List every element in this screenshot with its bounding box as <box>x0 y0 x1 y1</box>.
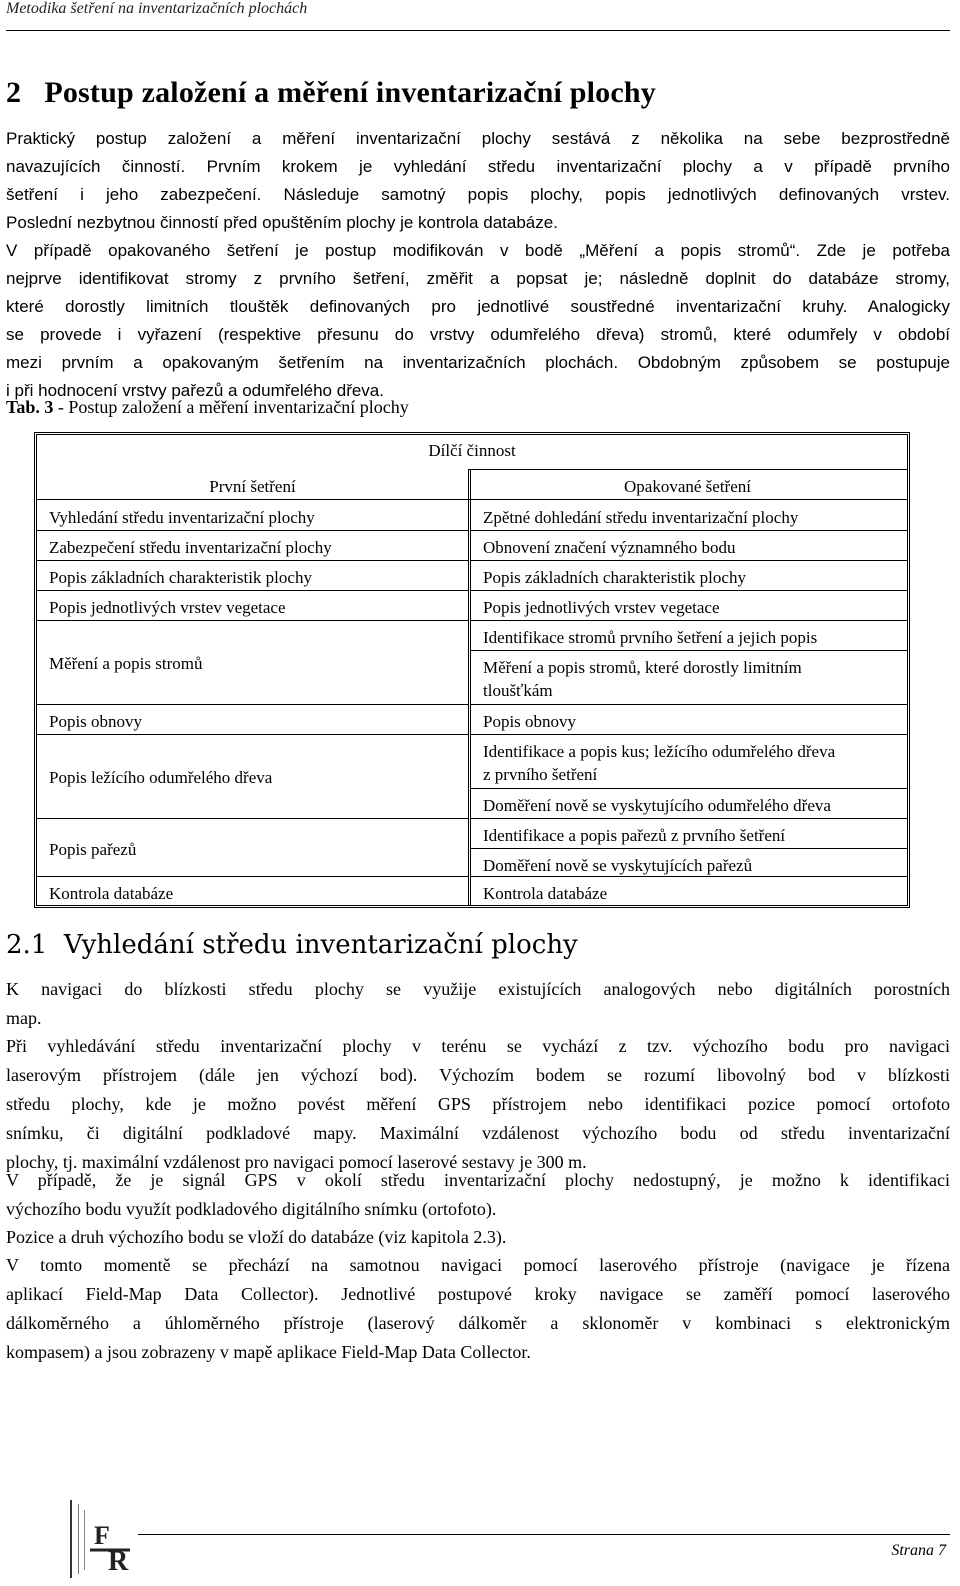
table-cell-repeat <box>471 740 907 786</box>
table-cell-repeat: Popis obnovy <box>483 712 577 731</box>
divider <box>37 818 468 819</box>
chapter-heading <box>6 76 656 110</box>
text-line: laserovým přístrojem (dále jen výchozí bod). Výchozím bodem se rozumí libovolný bod v blízkosti <box>6 1065 950 1085</box>
divider <box>37 560 468 561</box>
text-line: V případě, že je signál GPS v okolí středu inventarizační plochy nedostupný, je možno k identifikaci <box>6 1170 950 1190</box>
divider <box>37 876 468 877</box>
divider <box>471 734 907 735</box>
table-cell-first: Popis obnovy <box>49 712 143 731</box>
divider <box>471 560 907 561</box>
divider <box>471 848 907 849</box>
table-header-first: První šetření <box>209 477 296 496</box>
page-header <box>6 0 950 31</box>
section-number: 2.1 <box>6 930 48 960</box>
divider <box>471 818 907 819</box>
section-title: Vyhledání středu inventarizační plochy <box>63 930 578 960</box>
table-cell-first: Kontrola databáze <box>49 884 174 903</box>
table-cell-repeat: Identifikace a popis pařezů z prvního šetření <box>483 826 786 845</box>
text-line: K navigaci do blízkosti středu plochy se využije existujících analogových nebo digitálních porostních <box>6 979 950 999</box>
section-paragraph <box>6 1223 950 1252</box>
section-paragraph <box>6 975 950 1033</box>
text-line: které dorostly limitních tlouštěk definovaných pro jednotlivé soustředné inventarizační kruhy. Analogicky <box>6 297 950 316</box>
cell-line: Identifikace a popis kus; ležícího odumřelého dřeva <box>483 742 836 761</box>
chapter-title: Postup založení a měření inventarizační plochy <box>44 76 656 109</box>
table-cell-first: Popis jednotlivých vrstev vegetace <box>49 598 286 617</box>
header-title: Metodika šetření na inventarizačních plochách <box>6 0 308 17</box>
table-caption <box>6 397 409 418</box>
table-caption-label: Tab. 3 <box>6 397 54 417</box>
text-line: mezi prvním a opakovaným šetřením na inventarizačních plochách. Obdobným způsobem se postupuje <box>6 353 950 372</box>
divider <box>468 469 907 470</box>
table-header-main: Dílčí činnost <box>428 441 516 460</box>
svg-text:F: F <box>94 1521 110 1550</box>
text-line: Při vyhledávání středu inventarizační plochy v terénu se vychází z tzv. výchozího bodu pro navigaci <box>6 1036 950 1056</box>
text-line: V tomto momentě se přechází na samotnou navigaci pomocí laserového přístroje (navigace je řízena <box>6 1255 950 1275</box>
text-line: plochy, tj. maximální vzdálenost pro navigaci pomocí laserové sestavy je 300 m. <box>6 1152 587 1172</box>
table-cell-repeat: Kontrola databáze <box>483 884 608 903</box>
section-paragraph <box>6 1166 950 1224</box>
text-line: snímku, či digitální podkladové mapy. Maximální vzdálenost výchozího bodu od středu inventarizační <box>6 1123 950 1143</box>
divider <box>37 734 468 735</box>
table-cell-repeat: Popis jednotlivých vrstev vegetace <box>483 598 720 617</box>
chapter-number: 2 <box>6 76 22 109</box>
text-line: Praktický postup založení a měření inventarizační plochy sestává z několika na sebe bezprostředně <box>6 129 950 148</box>
divider <box>37 620 468 621</box>
divider <box>37 499 907 500</box>
divider <box>471 704 907 705</box>
text-line: i při hodnocení vrstvy pařezů a odumřelého dřeva. <box>6 381 384 400</box>
table-cell-repeat <box>471 656 907 702</box>
section-paragraph <box>6 1251 950 1367</box>
table-cell-repeat: Obnovení značení významného bodu <box>483 538 736 557</box>
cell-line: tloušťkám <box>483 681 553 700</box>
cell-line: Měření a popis stromů, které dorostly limitním <box>483 658 802 677</box>
section-heading <box>6 930 578 960</box>
table-cell-first: Popis ležícího odumřelého dřeva <box>49 768 273 787</box>
cell-line: z prvního šetření <box>483 765 598 784</box>
text-line: šetření i jeho zabezpečení. Následuje samotný popis plochy, popis jednotlivých definovaných vrstev. <box>6 185 950 204</box>
table-cell-first: Zabezpečení středu inventarizační plochy <box>49 538 332 557</box>
table-cell-repeat: Zpětné dohledání středu inventarizační plochy <box>483 508 799 527</box>
section-paragraph <box>6 1032 950 1177</box>
divider <box>471 788 907 789</box>
table-cell-repeat: Doměření nově se vyskytujících pařezů <box>483 856 753 875</box>
text-line: Poslední nezbytnou činností před opuštěním plochy je kontrola databáze. <box>6 213 558 232</box>
page-number: Strana 7 <box>891 1542 946 1559</box>
table-cell-repeat: Doměření nově se vyskytujícího odumřelého dřeva <box>483 796 831 815</box>
table-header-repeat: Opakované šetření <box>624 477 751 496</box>
text-line: map. <box>6 1008 42 1028</box>
institute-logo <box>60 1500 140 1578</box>
text-line: se provede i vyřazení (respektive přesunu do vrstvy odumřelého dřeva) stromů, které odumřely v období <box>6 325 950 344</box>
text-line: V případě opakovaného šetření je postup modifikován v bodě „Měření a popis stromů“. Zde je potřeba <box>6 241 950 260</box>
table-cell-first: Popis základních charakteristik plochy <box>49 568 312 587</box>
text-line: středu plochy, kde je možno povést měření GPS přístrojem nebo identifikaci pozice pomocí ortofoto <box>6 1094 950 1114</box>
divider <box>471 620 907 621</box>
text-line: dálkoměrného a úhloměrného přístroje (laserový dálkoměr a sklonoměr v kombinaci s elektronickým <box>6 1313 950 1333</box>
divider <box>471 590 907 591</box>
text-line: výchozího bodu využít podkladového digitálního snímku (ortofoto). <box>6 1199 497 1219</box>
table-cell-first: Vyhledání středu inventarizační plochy <box>49 508 315 527</box>
footer-rule <box>138 1534 950 1535</box>
divider <box>471 876 907 877</box>
intro-paragraph <box>6 125 950 237</box>
table-caption-text: - Postup založení a měření inventarizační plochy <box>53 397 409 417</box>
divider <box>37 530 468 531</box>
divider <box>471 530 907 531</box>
text-line: kompasem) a jsou zobrazeny v mapě aplikace Field-Map Data Collector. <box>6 1342 531 1362</box>
divider <box>37 590 468 591</box>
divider <box>471 650 907 651</box>
text-line: Pozice a druh výchozího bodu se vloží do databáze (viz kapitola 2.3). <box>6 1227 507 1247</box>
table-cell-first: Měření a popis stromů <box>49 654 203 673</box>
repeat-paragraph <box>6 237 950 405</box>
divider <box>37 704 468 705</box>
text-line: navazujících činností. Prvním krokem je vyhledání středu inventarizační plochy a v případě prvního <box>6 157 950 176</box>
svg-text:R: R <box>108 1546 129 1577</box>
table-cell-repeat: Popis základních charakteristik plochy <box>483 568 746 587</box>
text-line: aplikací Field-Map Data Collector). Jednotlivé postupové kroky navigace se zaměří pomocí laserového <box>6 1284 950 1304</box>
text-line: nejprve identifikovat stromy z prvního šetření, změřit a popsat je; následně doplnit do databáze stromy, <box>6 269 950 288</box>
procedure-table <box>34 432 910 908</box>
table-cell-first: Popis pařezů <box>49 840 137 859</box>
table-cell-repeat: Identifikace stromů prvního šetření a jejich popis <box>483 628 818 647</box>
